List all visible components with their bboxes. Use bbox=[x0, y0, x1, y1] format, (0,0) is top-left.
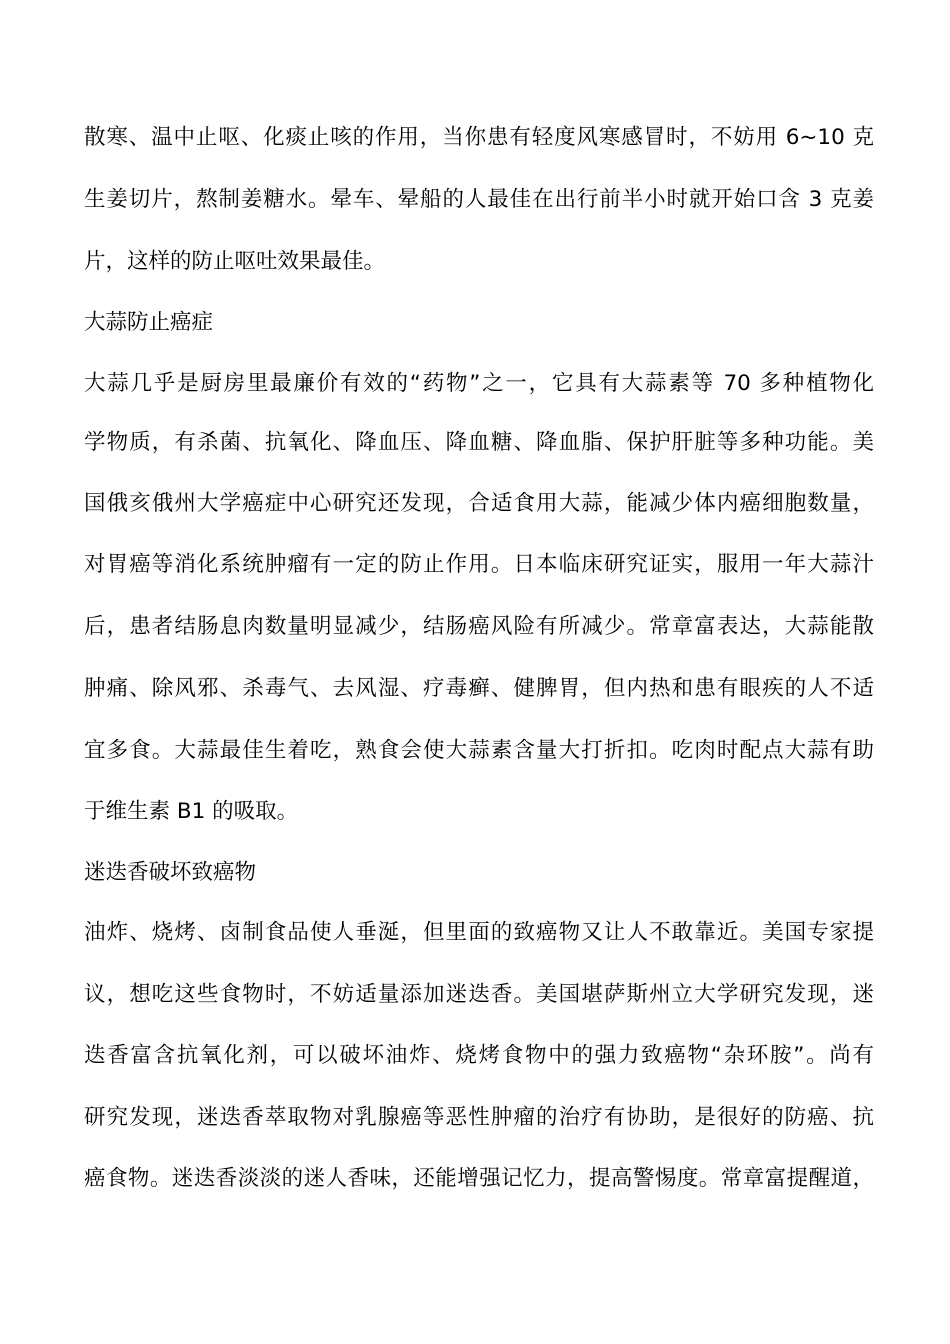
text-line: 于维生素 B1 的吸取。 bbox=[84, 799, 299, 824]
text-line: 宜多食。大蒜最佳生着吃，熟食会使大蒜素含量大打折扣。吃肉时配点大蒜有助 bbox=[84, 738, 874, 763]
text-line: 癌食物。迷迭香淡淡的迷人香味，还能增强记忆力，提高警惕度。常章富提醒道， bbox=[84, 1166, 874, 1191]
text-line: 研究发现，迷迭香萃取物对乳腺癌等恶性肿瘤的治疗有协助，是很好的防癌、抗 bbox=[84, 1105, 874, 1130]
text-line: 国俄亥俄州大学癌症中心研究还发现，合适食用大蒜，能减少体内癌细胞数量， bbox=[84, 491, 874, 516]
text-line: 对胃癌等消化系统肿瘤有一定的防止作用。日本临床研究证实，服用一年大蒜汁 bbox=[84, 552, 874, 577]
text-line: 议，想吃这些食物时，不妨适量添加迷迭香。美国堪萨斯州立大学研究发现，迷 bbox=[84, 982, 874, 1007]
text-line: 生姜切片，熬制姜糖水。晕车、晕船的人最佳在出行前半小时就开始口含 3 克姜 bbox=[84, 187, 874, 212]
text-line: 油炸、烧烤、卤制食品使人垂涎，但里面的致癌物又让人不敢靠近。美国专家提 bbox=[84, 920, 874, 945]
text-line: 片，这样的防止呕吐效果最佳。 bbox=[84, 249, 386, 274]
text-line: 大蒜几乎是厨房里最廉价有效的“药物”之一，它具有大蒜素等 70 多种植物化 bbox=[84, 371, 874, 396]
section-heading: 大蒜防止癌症 bbox=[84, 310, 214, 335]
text-line: 学物质，有杀菌、抗氧化、降血压、降血糖、降血脂、保护肝脏等多种功能。美 bbox=[84, 430, 874, 455]
section-heading: 迷迭香破坏致癌物 bbox=[84, 860, 257, 885]
text-line: 肿痛、除风邪、杀毒气、去风湿、疗毒癣、健脾胃，但内热和患有眼疾的人不适 bbox=[84, 676, 874, 701]
text-line: 散寒、温中止呕、化痰止咳的作用，当你患有轻度风寒感冒时，不妨用 6~10 克 bbox=[84, 125, 874, 150]
text-line: 迭香富含抗氧化剂，可以破坏油炸、烧烤食物中的强力致癌物“杂环胺”。尚有 bbox=[84, 1043, 874, 1068]
text-line: 后，患者结肠息肉数量明显减少，结肠癌风险有所减少。常章富表达，大蒜能散 bbox=[84, 614, 874, 639]
